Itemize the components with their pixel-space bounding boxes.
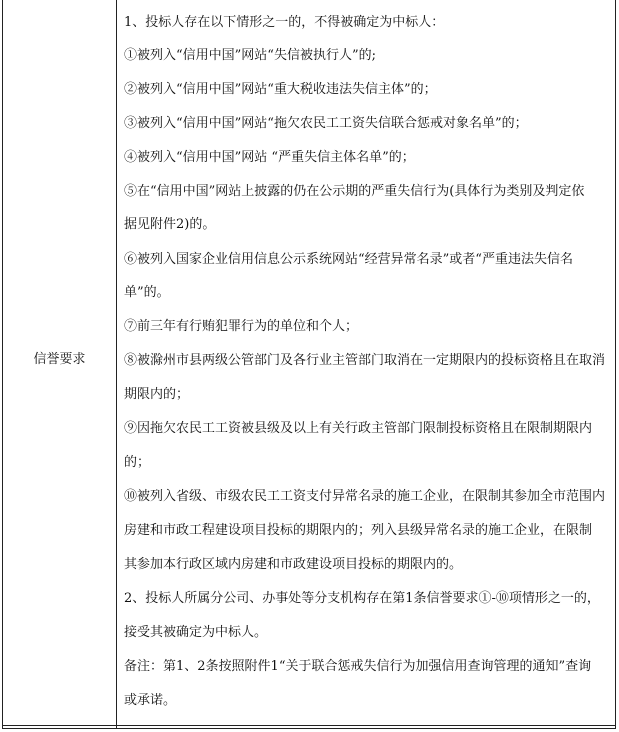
requirements-table [2, 0, 616, 729]
requirement-line: ⑦前三年有行贿犯罪行为的单位和个人； [124, 319, 359, 334]
requirement-line: 据见附件2)的。 [124, 217, 216, 232]
requirement-line: ⑧被滁州市县两级公管部门及各行业主管部门取消在一定期限内的投标资格且在取消 [124, 353, 606, 368]
requirement-line: ⑩被列入省级、市级农民工工资支付异常名录的施工企业，在限制其参加全市范围内 [124, 489, 606, 504]
requirement-line: 的； [124, 455, 151, 470]
column-divider [116, 0, 117, 728]
requirement-line: 其参加本行政区域内房建和市政建设项目投标的期限内的。 [124, 557, 463, 572]
requirement-line: ④被列入“信用中国”网站 “严重失信主体名单”的； [124, 150, 415, 165]
requirement-line: 或承诺。 [124, 693, 177, 708]
requirement-line: 备注：第1、2条按照附件1“关于联合惩戒失信行为加强信用查询管理的通知”查询 [124, 659, 592, 674]
requirement-line: ⑤在“信用中国”网站上披露的仍在公示期的严重失信行为(具体行为类别及判定依 [124, 184, 585, 199]
requirement-line: 单”的。 [124, 285, 170, 300]
requirement-line: ③被列入“信用中国”网站“拖欠农民工工资失信联合惩戒对象名单”的； [124, 116, 528, 131]
requirement-line: 1、投标人存在以下情形之一的，不得被确定为中标人： [124, 15, 445, 30]
requirement-line: 房建和市政工程建设项目投标的期限内的；列入县级异常名录的施工企业，在限制 [124, 523, 593, 538]
requirement-line: 期限内的； [124, 387, 190, 402]
requirement-line: ②被列入“信用中国”网站“重大税收违法失信主体”的； [124, 82, 437, 97]
requirement-line: 接受其被确定为中标人。 [124, 625, 268, 640]
requirement-line: 2、投标人所属分公司、办事处等分支机构存在第1条信誉要求①-⑩项情形之一的， [124, 591, 600, 606]
requirement-line: ⑨因拖欠农民工工资被县级及以上有关行政主管部门限制投标资格且在限制期限内 [124, 421, 593, 436]
bottom-row-divider [3, 725, 615, 726]
row-label-credit-requirements: 信誉要求 [33, 352, 86, 367]
requirement-line: ①被列入“信用中国”网站“失信被执行人”的; [124, 48, 376, 63]
requirement-line: ⑥被列入国家企业信用信息公示系统网站“经营异常名录”或者“严重违法失信名 [124, 252, 573, 267]
